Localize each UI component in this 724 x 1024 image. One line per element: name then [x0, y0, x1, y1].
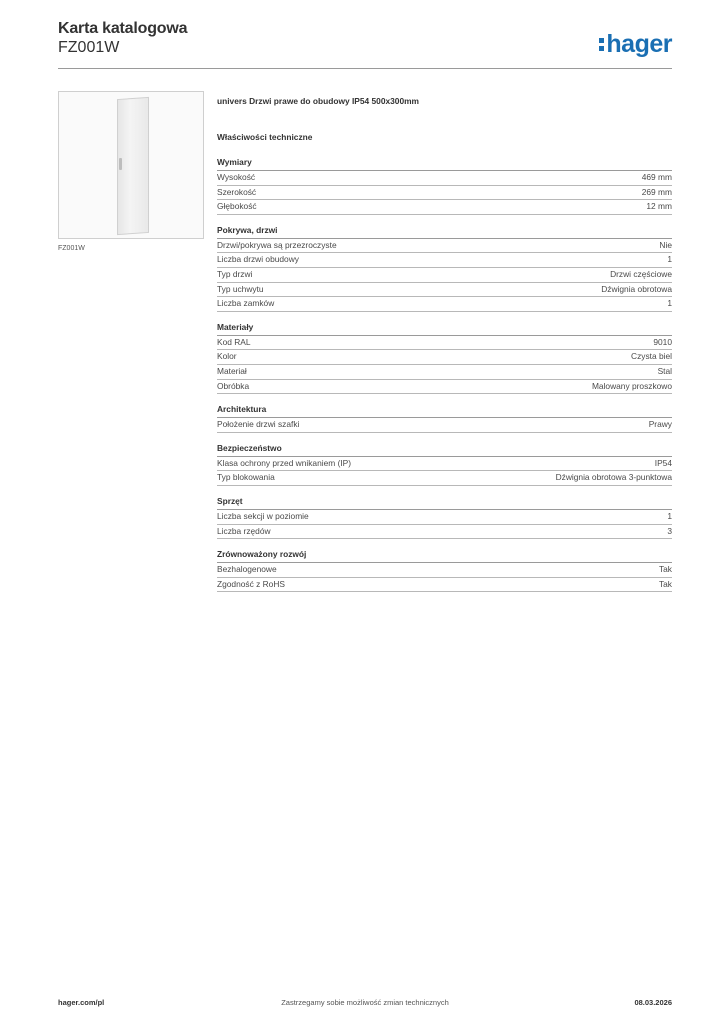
spec-value: 469 mm — [641, 172, 672, 182]
spec-label: Materiał — [217, 365, 247, 376]
spec-value: 12 mm — [646, 201, 672, 212]
spec-row — [217, 297, 672, 312]
spec-value: 1 — [667, 298, 672, 309]
spec-sections — [217, 157, 672, 592]
section-title: Bezpieczeństwo — [217, 443, 672, 457]
spec-row — [217, 253, 672, 268]
spec-label: Kolor — [217, 351, 237, 362]
page-header — [58, 20, 672, 68]
spec-value: IP54 — [654, 457, 672, 468]
section-title: Zrównoważony rozwój — [217, 549, 672, 563]
spec-row — [217, 350, 672, 365]
section-title: Pokrywa, drzwi — [217, 225, 672, 239]
spec-label: Typ drzwi — [217, 268, 253, 279]
spec-label: Liczba zamków — [217, 298, 275, 309]
spec-label: Kod RAL — [217, 336, 251, 347]
spec-row — [217, 471, 672, 486]
spec-row — [217, 418, 672, 433]
spec-section — [217, 404, 672, 433]
spec-value: Tak — [658, 564, 672, 575]
spec-row — [217, 563, 672, 578]
spec-row — [217, 283, 672, 298]
document-title: Karta katalogowa — [58, 20, 188, 37]
spec-label: Bezhalogenowe — [217, 564, 277, 575]
spec-label: Szerokość — [217, 186, 257, 197]
section-title: Wymiary — [217, 157, 672, 171]
spec-value: Dźwignia obrotowa — [601, 283, 672, 294]
spec-row — [217, 457, 672, 472]
spec-value: Drzwi częściowe — [610, 268, 672, 279]
spec-label: Głębokość — [217, 201, 257, 212]
spec-row — [217, 365, 672, 380]
spec-row — [217, 525, 672, 540]
spec-row — [217, 186, 672, 201]
specifications — [217, 96, 672, 602]
spec-section — [217, 157, 672, 215]
spec-label: Liczba sekcji w poziomie — [217, 510, 309, 521]
spec-label: Obróbka — [217, 380, 250, 391]
spec-section — [217, 225, 672, 312]
technical-properties-heading: Właściwości techniczne — [217, 132, 313, 142]
footer-disclaimer: Zastrzegamy sobie możliwość zmian technicznych — [281, 998, 449, 1007]
spec-value: 9010 — [653, 336, 672, 347]
spec-value: Stal — [657, 365, 672, 376]
door-handle-icon — [119, 158, 122, 170]
spec-row — [217, 510, 672, 525]
spec-value: Dźwignia obrotowa 3-punktowa — [555, 472, 672, 483]
spec-row — [217, 200, 672, 215]
spec-row — [217, 239, 672, 254]
section-title: Architektura — [217, 404, 672, 418]
product-image — [58, 91, 204, 239]
spec-section — [217, 443, 672, 486]
spec-section — [217, 322, 672, 394]
spec-value: Nie — [659, 239, 672, 250]
spec-value: Czysta biel — [631, 351, 672, 362]
spec-section — [217, 549, 672, 592]
footer-date: 08.03.2026 — [634, 998, 672, 1007]
footer-website: hager.com/pl — [58, 998, 105, 1007]
spec-label: Drzwi/pokrywa są przezroczyste — [217, 239, 337, 250]
hager-logo — [599, 30, 672, 59]
spec-row — [217, 171, 672, 186]
spec-value: 3 — [667, 525, 672, 536]
product-code: FZ001W — [58, 39, 120, 56]
section-title: Materiały — [217, 322, 672, 336]
spec-value: Malowany proszkowo — [591, 380, 672, 391]
logo-dots-icon — [599, 37, 604, 51]
spec-row — [217, 578, 672, 593]
spec-value: 269 mm — [641, 186, 672, 197]
logo-text: hager — [606, 30, 672, 58]
spec-label: Liczba rzędów — [217, 525, 271, 536]
image-caption: FZ001W — [58, 245, 85, 252]
spec-value: Tak — [658, 578, 672, 589]
spec-row — [217, 380, 672, 395]
spec-value: 1 — [667, 510, 672, 521]
section-title: Sprzęt — [217, 496, 672, 510]
spec-value: Prawy — [648, 419, 672, 430]
product-title: univers Drzwi prawe do obudowy IP54 500x300mm — [217, 96, 420, 106]
spec-row — [217, 336, 672, 351]
spec-value: 1 — [667, 254, 672, 265]
spec-label: Położenie drzwi szafki — [217, 419, 300, 430]
spec-label: Typ blokowania — [217, 472, 275, 483]
spec-label: Klasa ochrony przed wnikaniem (IP) — [217, 457, 352, 468]
spec-row — [217, 268, 672, 283]
page-footer — [58, 998, 672, 1010]
header-divider — [58, 68, 672, 69]
spec-label: Wysokość — [217, 172, 256, 182]
spec-label: Liczba drzwi obudowy — [217, 254, 299, 265]
spec-label: Zgodność z RoHS — [217, 578, 285, 589]
spec-label: Typ uchwytu — [217, 283, 264, 294]
spec-section — [217, 496, 672, 539]
